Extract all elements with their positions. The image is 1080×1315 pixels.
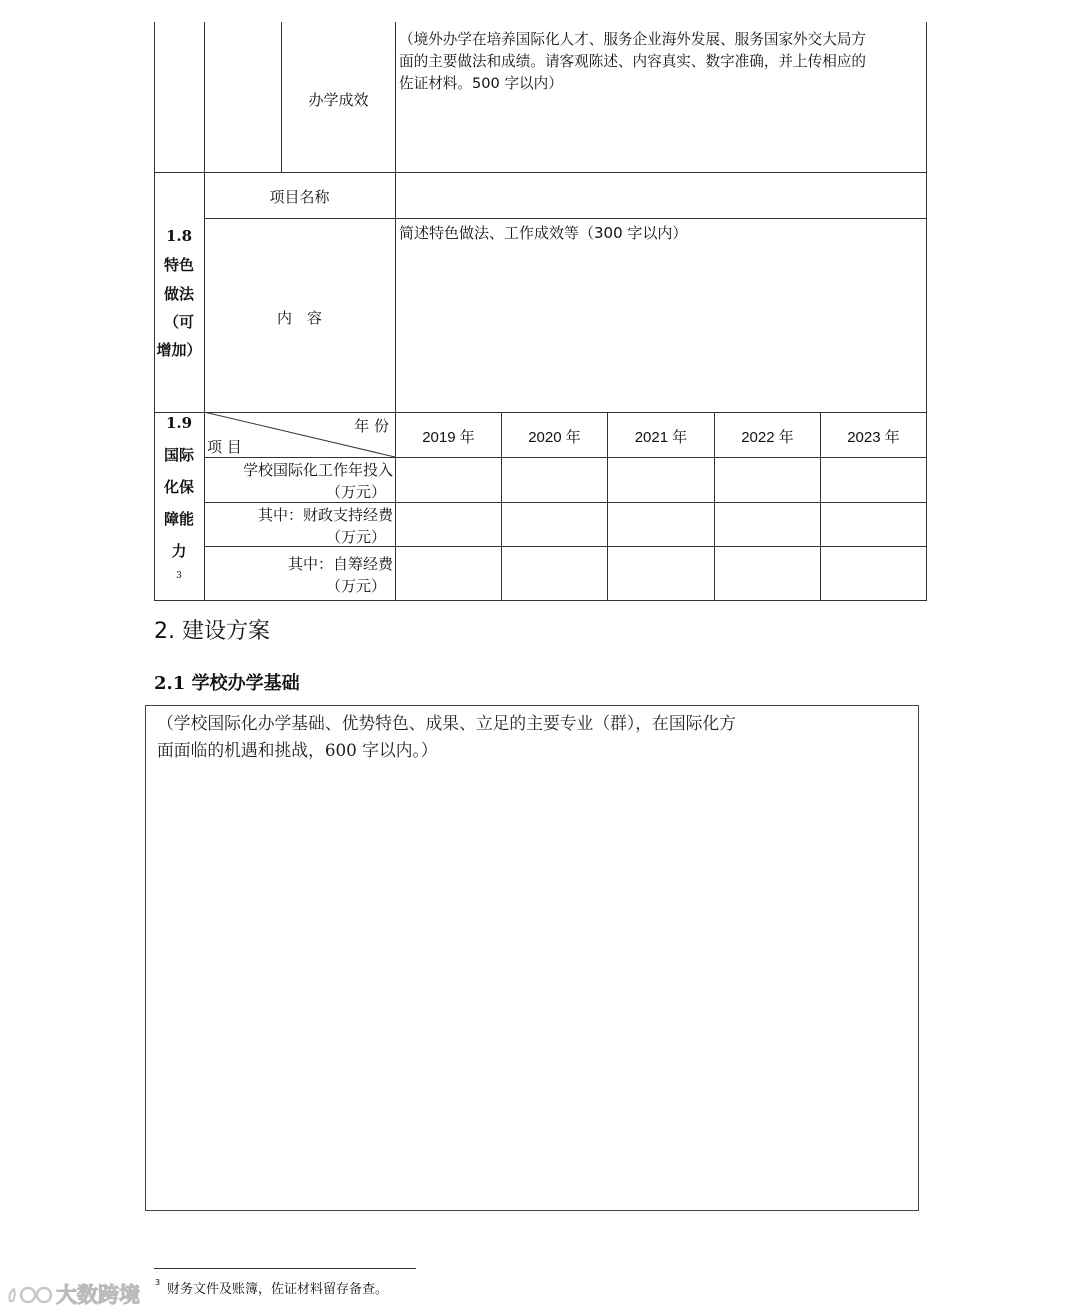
section-title-line: 力 [171, 542, 187, 560]
footnote-number: 3 [155, 1278, 161, 1287]
achievements-label: 办学成效 [308, 91, 369, 109]
section-title-line: 做法 [163, 285, 194, 303]
table-line [926, 22, 927, 601]
description-line: 佐证材料。500 字以内） [399, 75, 563, 92]
footnote-text: 财务文件及账簿，佐证材料留存备查。 [167, 1282, 389, 1297]
section-title-line: （可 [163, 313, 194, 331]
header-year-label: 年 份 [354, 417, 389, 435]
table-line [395, 22, 396, 601]
table-line [154, 172, 927, 173]
year-header: 2020 年 [528, 429, 581, 446]
box-line: 面面临的机遇和挑战，600 字以内。） [157, 740, 438, 760]
description-line: （境外办学在培养国际化人才、服务企业海外发展、服务国家外交大局方 [399, 31, 867, 48]
table-line [154, 600, 927, 601]
basis-text-box [145, 705, 919, 1211]
project-name-label: 项目名称 [269, 188, 330, 206]
watermark-logo-icon [6, 1283, 54, 1307]
section-number: 1.9 [165, 414, 193, 432]
year-header: 2022 年 [741, 429, 794, 446]
table-line [204, 218, 927, 219]
year-header: 2023 年 [847, 429, 900, 446]
footnote-ref: 3 [176, 571, 182, 581]
section-number: 1.8 [165, 227, 193, 245]
content-label: 内 容 [276, 309, 322, 327]
description-line: 面的主要做法和成绩。请客观陈述、内容真实、数字准确，并上传相应的 [399, 53, 867, 70]
content-hint: 简述特色做法、工作成效等（300 字以内） [399, 224, 688, 242]
footnote-divider [154, 1268, 416, 1269]
section-title-line: 增加） [156, 341, 202, 359]
row-label: 其中：财政支持经费 [257, 506, 393, 524]
row-label: 其中：自筹经费 [287, 555, 393, 573]
box-line: （学校国际化办学基础、优势特色、成果、立足的主要专业（群），在国际化方 [157, 713, 736, 733]
section-title-line: 障能 [163, 510, 194, 528]
watermark-text: 大数跨境 [56, 1283, 140, 1307]
section-title-line: 化保 [163, 478, 194, 496]
sub-heading: 2.1 学校办学基础 [154, 673, 300, 694]
row-unit: （万元） [325, 483, 386, 501]
row-unit: （万元） [325, 577, 386, 595]
row-label: 学校国际化工作年投入 [242, 461, 393, 479]
section-title-line: 国际 [163, 446, 194, 464]
table-line [204, 502, 927, 503]
section-title-line: 特色 [163, 256, 194, 274]
section-heading: 2. 建设方案 [154, 619, 270, 644]
year-header: 2021 年 [634, 429, 688, 446]
header-item-label: 项 目 [207, 438, 242, 456]
year-header: 2019 年 [422, 429, 475, 446]
row-unit: （万元） [325, 528, 386, 546]
